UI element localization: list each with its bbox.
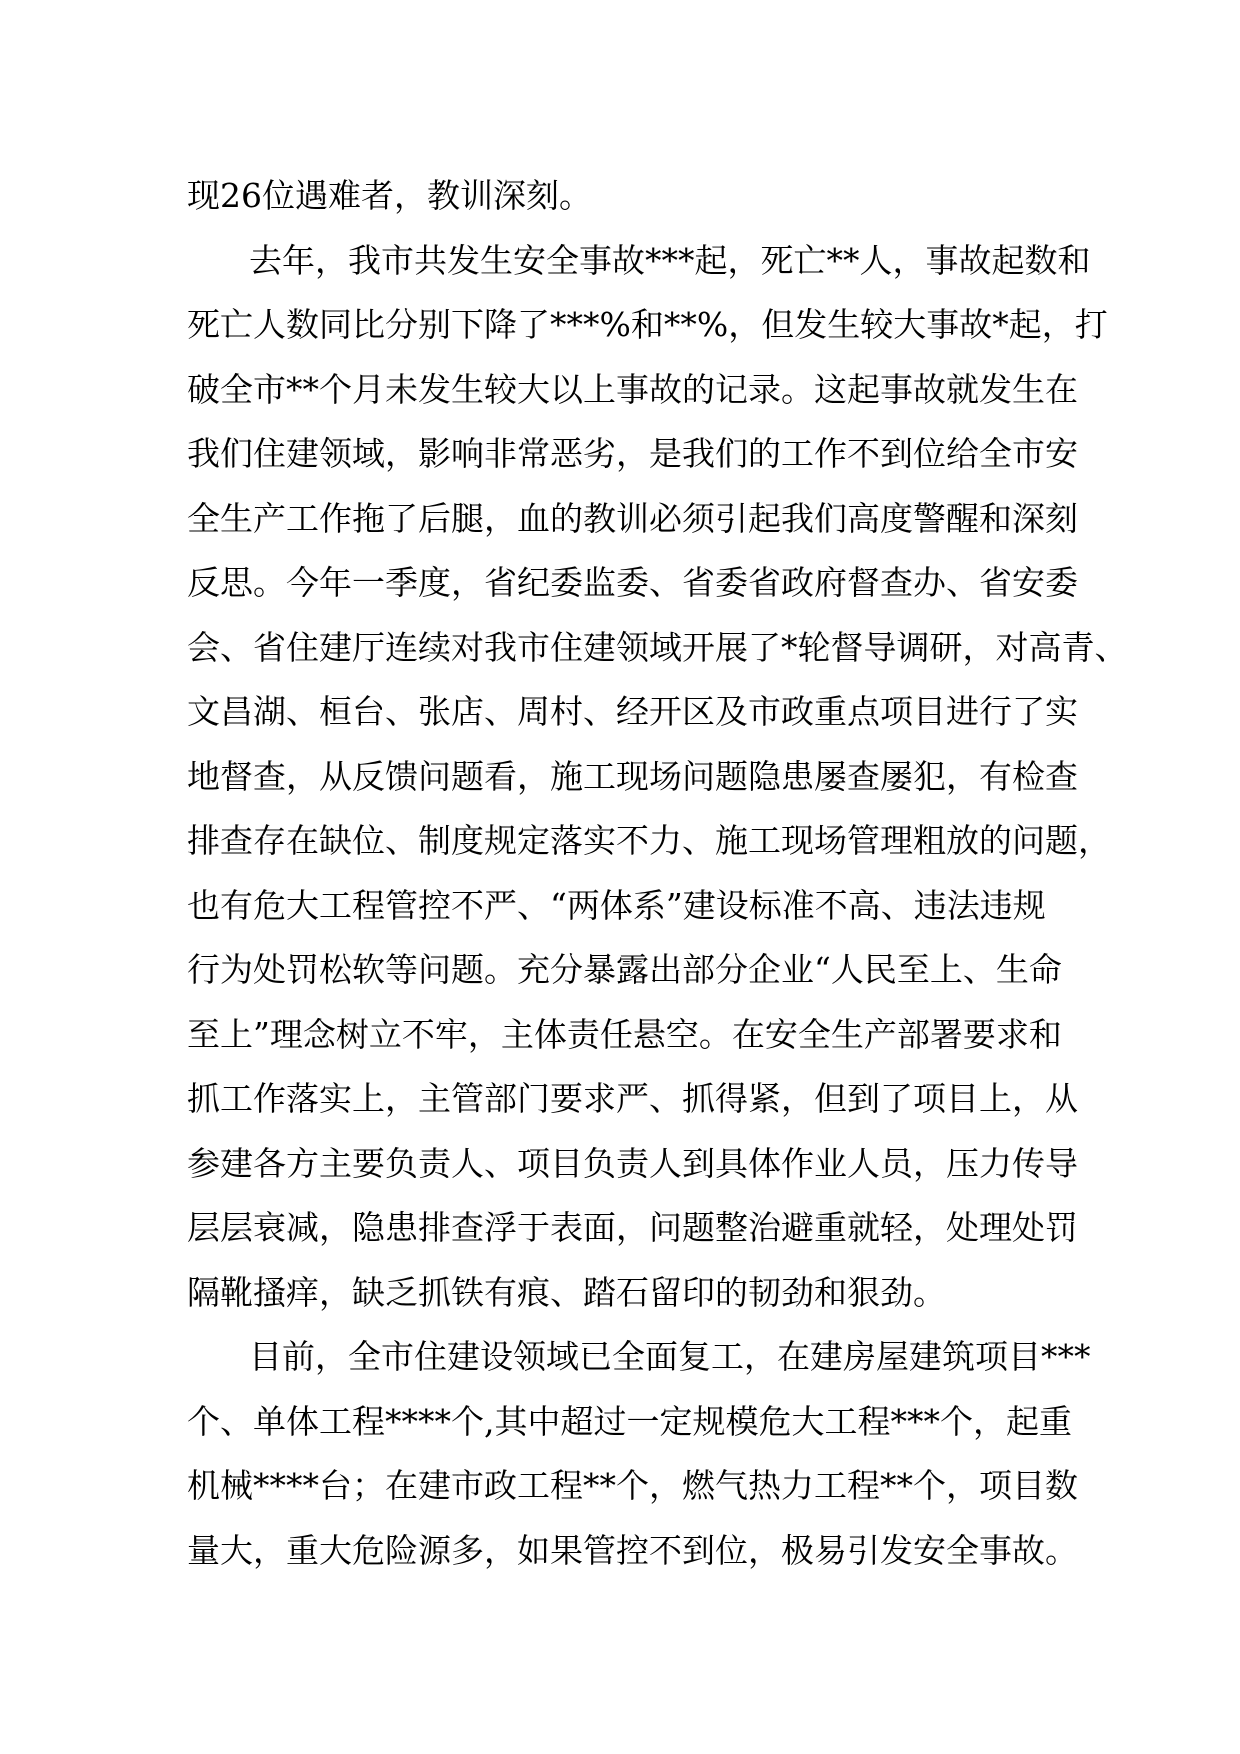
- text-line: 参建各方主要负责人、项目负责人到具体作业人员，压力传导: [187, 1143, 1078, 1183]
- text-line: 行为处罚松软等问题。充分暴露出部分企业“人民至上、生命: [187, 950, 1062, 989]
- text-line: 全生产工作拖了后腿，血的教训必须引起我们高度警醒和深刻: [187, 498, 1078, 538]
- text-line: 量大，重大危险源多，如果管控不到位，极易引发安全事故。: [187, 1530, 1078, 1570]
- text-line: 会、省住建厅连续对我市住建领域开展了*轮督导调研，对高青、: [187, 627, 1128, 667]
- text-line: 反思。今年一季度，省纪委监委、省委省政府督查办、省安委: [187, 563, 1078, 602]
- text-line: 我们住建领域，影响非常恶劣，是我们的工作不到位给全市安: [187, 434, 1078, 473]
- body-text: [187, 164, 1128, 1583]
- text-line: 现26位遇难者，教训深刻。: [187, 176, 592, 215]
- text-line: 至上”理念树立不牢，主体责任悬空。在安全生产部署要求和: [187, 1014, 1062, 1054]
- text-line: 层层衰减，隐患排查浮于表面，问题整治避重就轻，处理处罚: [187, 1208, 1078, 1247]
- text-line: 排查存在缺位、制度规定落实不力、施工现场管理粗放的问题，: [187, 821, 1111, 860]
- text-line: 隔靴搔痒，缺乏抓铁有痕、踏石留印的韧劲和狠劲。: [187, 1272, 946, 1312]
- text-line: 抓工作落实上，主管部门要求严、抓得紧，但到了项目上，从: [187, 1079, 1078, 1118]
- text-line: 死亡人数同比分别下降了***%和**%，但发生较大事故*起，打: [187, 305, 1108, 344]
- text-line: 文昌湖、桓台、张店、周村、经开区及市政重点项目进行了实: [187, 692, 1078, 731]
- text-line: 破全市**个月未发生较大以上事故的记录。这起事故就发生在: [187, 369, 1078, 409]
- text-line: 地督查，从反馈问题看，施工现场问题隐患屡查屡犯，有检查: [187, 756, 1078, 796]
- text-line: 去年，我市共发生安全事故***起，死亡**人，事故起数和: [249, 240, 1091, 280]
- text-line: 机械****台；在建市政工程**个，燃气热力工程**个，项目数: [187, 1466, 1078, 1505]
- text-line: 也有危大工程管控不严、“两体系”建设标准不高、违法违规: [187, 885, 1046, 925]
- text-line: 目前，全市住建设领域已全面复工，在建房屋建筑项目***: [249, 1337, 1091, 1376]
- text-line: 个、单体工程****个,其中超过一定规模危大工程***个，起重: [187, 1401, 1072, 1441]
